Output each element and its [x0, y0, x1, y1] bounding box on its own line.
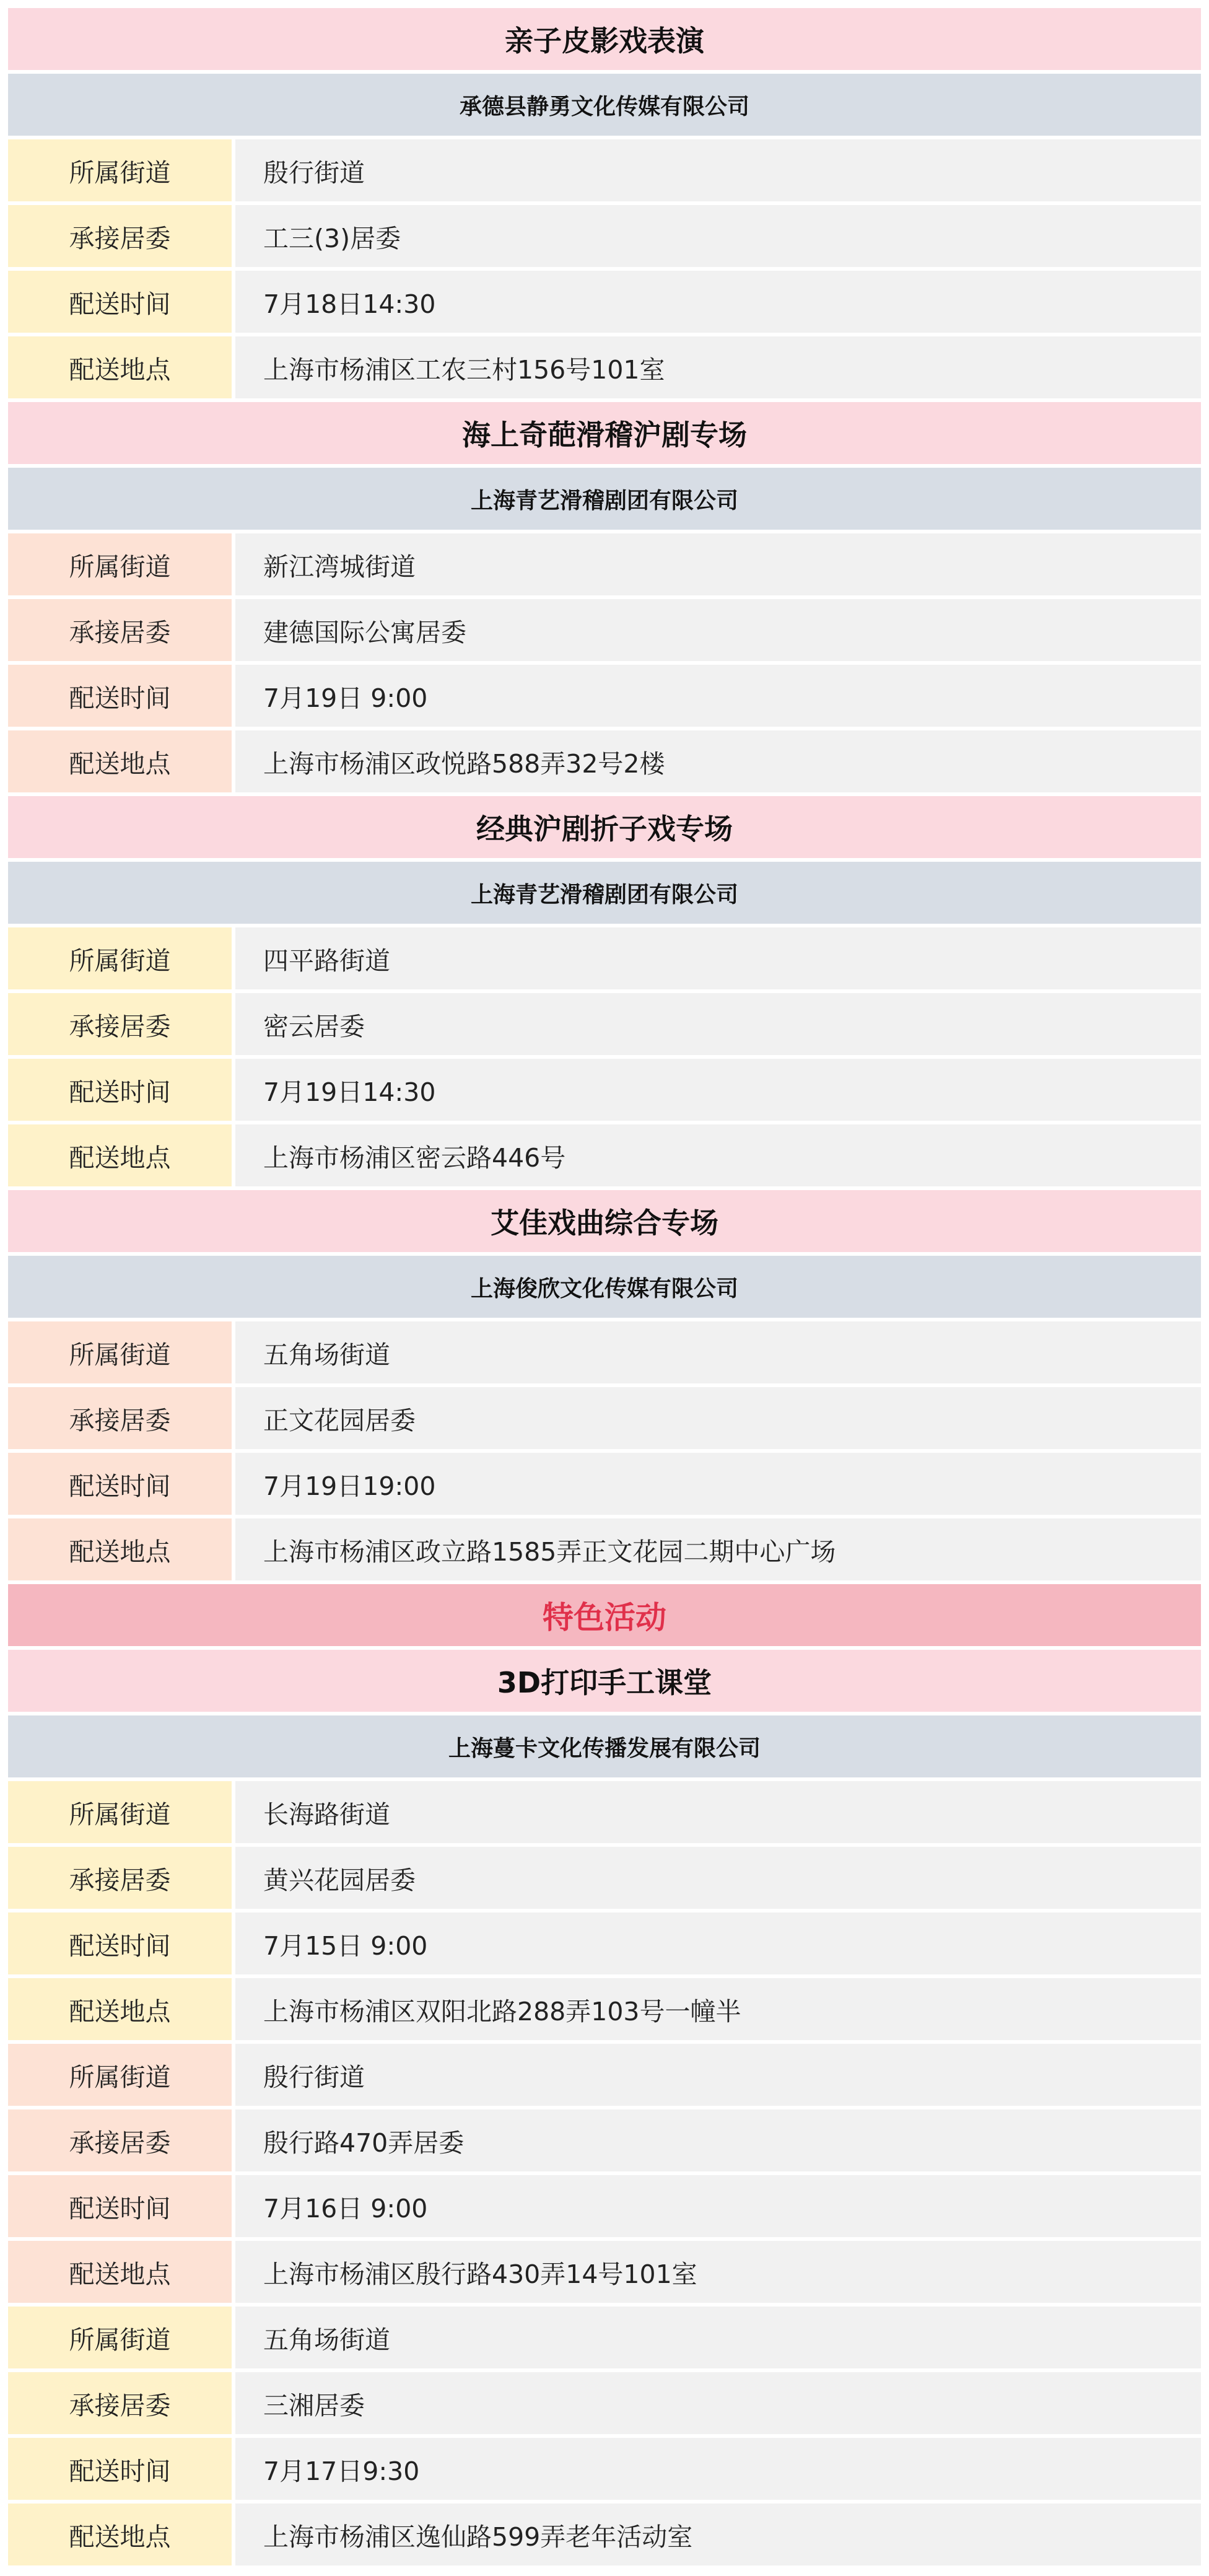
field-value: 上海市杨浦区政悦路588弄32号2楼 — [235, 730, 1201, 792]
detail-row — [8, 1847, 1201, 1909]
detail-row — [8, 2307, 1201, 2368]
detail-row — [8, 927, 1201, 989]
field-value: 四平路街道 — [235, 927, 1201, 989]
field-value: 7月18日14:30 — [235, 271, 1201, 333]
field-label: 配送时间 — [8, 665, 232, 727]
field-value: 上海市杨浦区双阳北路288弄103号一幢半 — [235, 1978, 1201, 2040]
detail-row — [8, 533, 1201, 595]
field-label: 配送地点 — [8, 336, 232, 398]
field-value: 殷行路470弄居委 — [235, 2109, 1201, 2171]
field-label: 所属街道 — [8, 927, 232, 989]
field-label: 配送地点 — [8, 1978, 232, 2040]
field-value: 建德国际公寓居委 — [235, 599, 1201, 661]
detail-row — [8, 2438, 1201, 2500]
field-label: 配送地点 — [8, 2504, 232, 2565]
field-label: 所属街道 — [8, 2044, 232, 2106]
detail-row — [8, 1781, 1201, 1843]
field-value: 五角场街道 — [235, 1321, 1201, 1383]
detail-row — [8, 271, 1201, 333]
field-label: 所属街道 — [8, 1781, 232, 1843]
field-value: 7月19日14:30 — [235, 1059, 1201, 1121]
field-label: 承接居委 — [8, 205, 232, 267]
event-title: 艾佳戏曲综合专场 — [8, 1190, 1201, 1252]
detail-row — [8, 599, 1201, 661]
field-label: 配送地点 — [8, 1518, 232, 1580]
field-label: 配送时间 — [8, 2175, 232, 2237]
company-name-row — [8, 74, 1201, 136]
field-label: 承接居委 — [8, 2372, 232, 2434]
field-label: 所属街道 — [8, 2307, 232, 2368]
field-value: 7月15日 9:00 — [235, 1912, 1201, 1974]
company-name: 上海青艺滑稽剧团有限公司 — [8, 468, 1201, 530]
company-name-row — [8, 468, 1201, 530]
field-label: 配送地点 — [8, 730, 232, 792]
company-name: 上海青艺滑稽剧团有限公司 — [8, 862, 1201, 924]
field-label: 配送地点 — [8, 1124, 232, 1186]
detail-row — [8, 1387, 1201, 1449]
field-label: 配送时间 — [8, 1453, 232, 1515]
field-value: 密云居委 — [235, 993, 1201, 1055]
field-label: 配送时间 — [8, 1059, 232, 1121]
field-label: 承接居委 — [8, 1847, 232, 1909]
company-name: 上海蔓卡文化传播发展有限公司 — [8, 1715, 1201, 1777]
detail-row — [8, 1978, 1201, 2040]
field-value: 殷行街道 — [235, 139, 1201, 201]
field-label: 配送地点 — [8, 2241, 232, 2303]
field-label: 所属街道 — [8, 139, 232, 201]
detail-row — [8, 1912, 1201, 1974]
detail-row — [8, 2241, 1201, 2303]
event-title: 亲子皮影戏表演 — [8, 8, 1201, 70]
field-value: 上海市杨浦区政立路1585弄正文花园二期中心广场 — [235, 1518, 1201, 1580]
field-value: 新江湾城街道 — [235, 533, 1201, 595]
field-label: 承接居委 — [8, 993, 232, 1055]
field-value: 上海市杨浦区逸仙路599弄老年活动室 — [235, 2504, 1201, 2565]
detail-row — [8, 993, 1201, 1055]
field-value: 三湘居委 — [235, 2372, 1201, 2434]
detail-row — [8, 730, 1201, 792]
detail-row — [8, 205, 1201, 267]
field-value: 五角场街道 — [235, 2307, 1201, 2368]
company-name-row — [8, 1256, 1201, 1318]
field-value: 7月17日9:30 — [235, 2438, 1201, 2500]
company-name: 承德县静勇文化传媒有限公司 — [8, 74, 1201, 136]
company-name: 上海俊欣文化传媒有限公司 — [8, 1256, 1201, 1318]
section-title: 特色活动 — [8, 1584, 1201, 1646]
detail-row — [8, 336, 1201, 398]
field-label: 承接居委 — [8, 1387, 232, 1449]
field-label: 承接居委 — [8, 599, 232, 661]
detail-row — [8, 1321, 1201, 1383]
detail-row — [8, 1518, 1201, 1580]
detail-row — [8, 1453, 1201, 1515]
field-value: 上海市杨浦区殷行路430弄14号101室 — [235, 2241, 1201, 2303]
section-title-row — [8, 1584, 1201, 1646]
field-label: 配送时间 — [8, 271, 232, 333]
field-label: 所属街道 — [8, 1321, 232, 1383]
field-label: 配送时间 — [8, 2438, 232, 2500]
schedule-table — [8, 8, 1201, 2569]
event-title-row — [8, 1650, 1201, 1712]
event-title-row — [8, 796, 1201, 858]
detail-row — [8, 2372, 1201, 2434]
field-value: 殷行街道 — [235, 2044, 1201, 2106]
field-value: 正文花园居委 — [235, 1387, 1201, 1449]
field-label: 配送时间 — [8, 1912, 232, 1974]
field-value: 上海市杨浦区密云路446号 — [235, 1124, 1201, 1186]
detail-row — [8, 139, 1201, 201]
detail-row — [8, 2175, 1201, 2237]
field-value: 上海市杨浦区工农三村156号101室 — [235, 336, 1201, 398]
field-value: 7月19日 9:00 — [235, 665, 1201, 727]
detail-row — [8, 1124, 1201, 1186]
field-label: 承接居委 — [8, 2109, 232, 2171]
detail-row — [8, 2504, 1201, 2565]
detail-row — [8, 665, 1201, 727]
field-label: 所属街道 — [8, 533, 232, 595]
event-title: 经典沪剧折子戏专场 — [8, 796, 1201, 858]
event-title-row — [8, 1190, 1201, 1252]
field-value: 黄兴花园居委 — [235, 1847, 1201, 1909]
detail-row — [8, 2109, 1201, 2171]
event-title-row — [8, 8, 1201, 70]
field-value: 7月16日 9:00 — [235, 2175, 1201, 2237]
company-name-row — [8, 862, 1201, 924]
detail-row — [8, 2044, 1201, 2106]
field-value: 长海路街道 — [235, 1781, 1201, 1843]
field-value: 工三(3)居委 — [235, 205, 1201, 267]
event-title-row — [8, 402, 1201, 464]
detail-row — [8, 1059, 1201, 1121]
event-title: 海上奇葩滑稽沪剧专场 — [8, 402, 1201, 464]
company-name-row — [8, 1715, 1201, 1777]
field-value: 7月19日19:00 — [235, 1453, 1201, 1515]
event-title: 3D打印手工课堂 — [8, 1650, 1201, 1712]
